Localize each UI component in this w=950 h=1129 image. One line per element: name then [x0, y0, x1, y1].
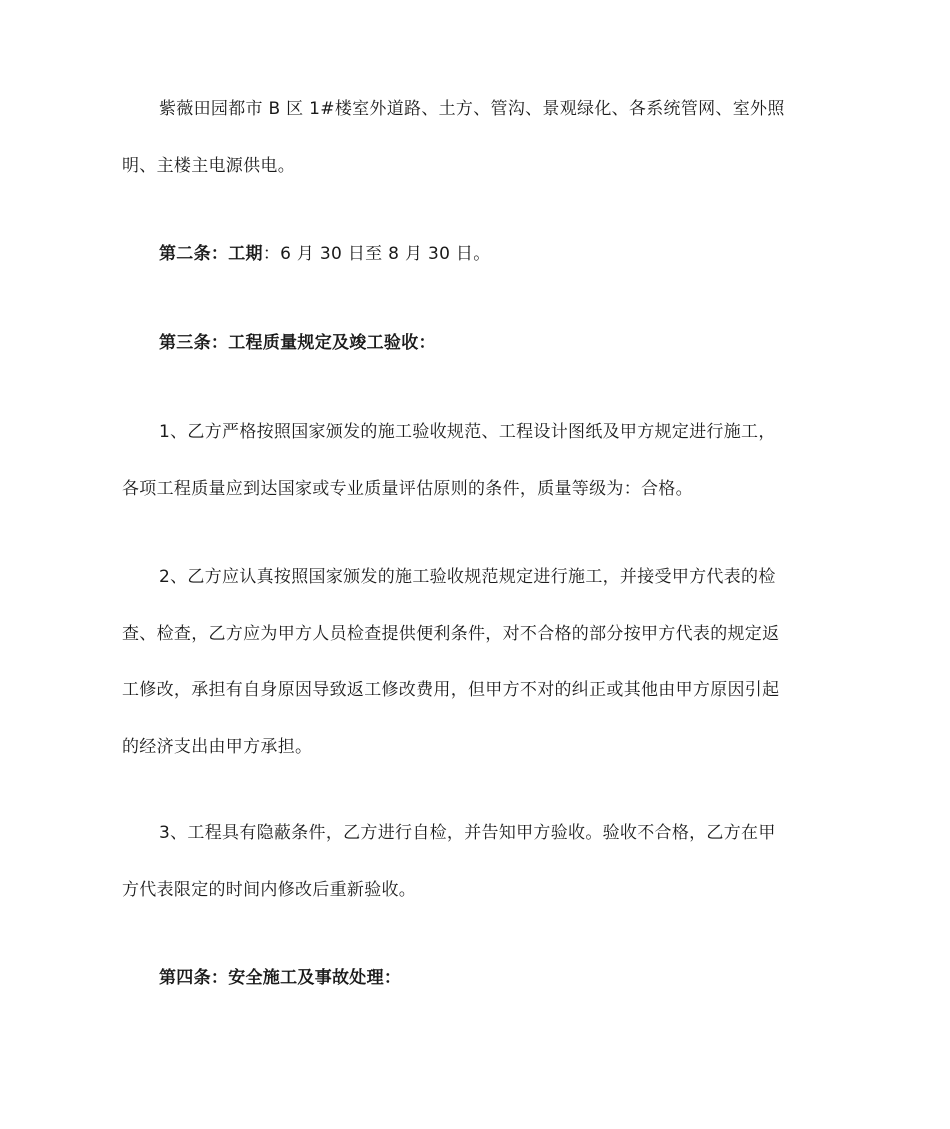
- item-1-line2: 各项工程质量应到达国家或专业质量评估原则的条件，质量等级为：合格。: [122, 479, 693, 499]
- item-2-line3: 工修改，承担有自身原因导致返工修改费用，但甲方不对的纠正或其他由甲方原因引起: [122, 680, 780, 700]
- article-4-heading: 第四条：安全施工及事故处理：: [159, 968, 402, 988]
- paragraph-scope-line2: 明、主楼主电源供电。: [122, 156, 295, 176]
- article-2-text: ：6 月 30 日至 8 月 30 日。: [262, 244, 491, 264]
- item-2-line1: 2、乙方应认真按照国家颁发的施工验收规范规定进行施工，并接受甲方代表的检: [159, 567, 776, 587]
- item-2-line2: 查、检查，乙方应为甲方人员检查提供便利条件，对不合格的部分按甲方代表的规定返: [122, 624, 780, 644]
- item-1-line1: 1、乙方严格按照国家颁发的施工验收规范、工程设计图纸及甲方规定进行施工，: [159, 422, 776, 442]
- item-2-line4: 的经济支出由甲方承担。: [122, 737, 313, 757]
- article-2: [159, 243, 859, 265]
- item-3-line2: 方代表限定的时间内修改后重新验收。: [122, 880, 417, 900]
- item-3-line1: 3、工程具有隐蔽条件，乙方进行自检，并告知甲方验收。验收不合格，乙方在甲: [159, 823, 776, 843]
- article-3-heading: 第三条：工程质量规定及竣工验收：: [159, 333, 436, 353]
- paragraph-scope-line1: 紫薇田园都市 B 区 1#楼室外道路、土方、管沟、景观绿化、各系统管网、室外照: [159, 99, 785, 119]
- article-2-heading: 第二条：工期: [159, 244, 263, 264]
